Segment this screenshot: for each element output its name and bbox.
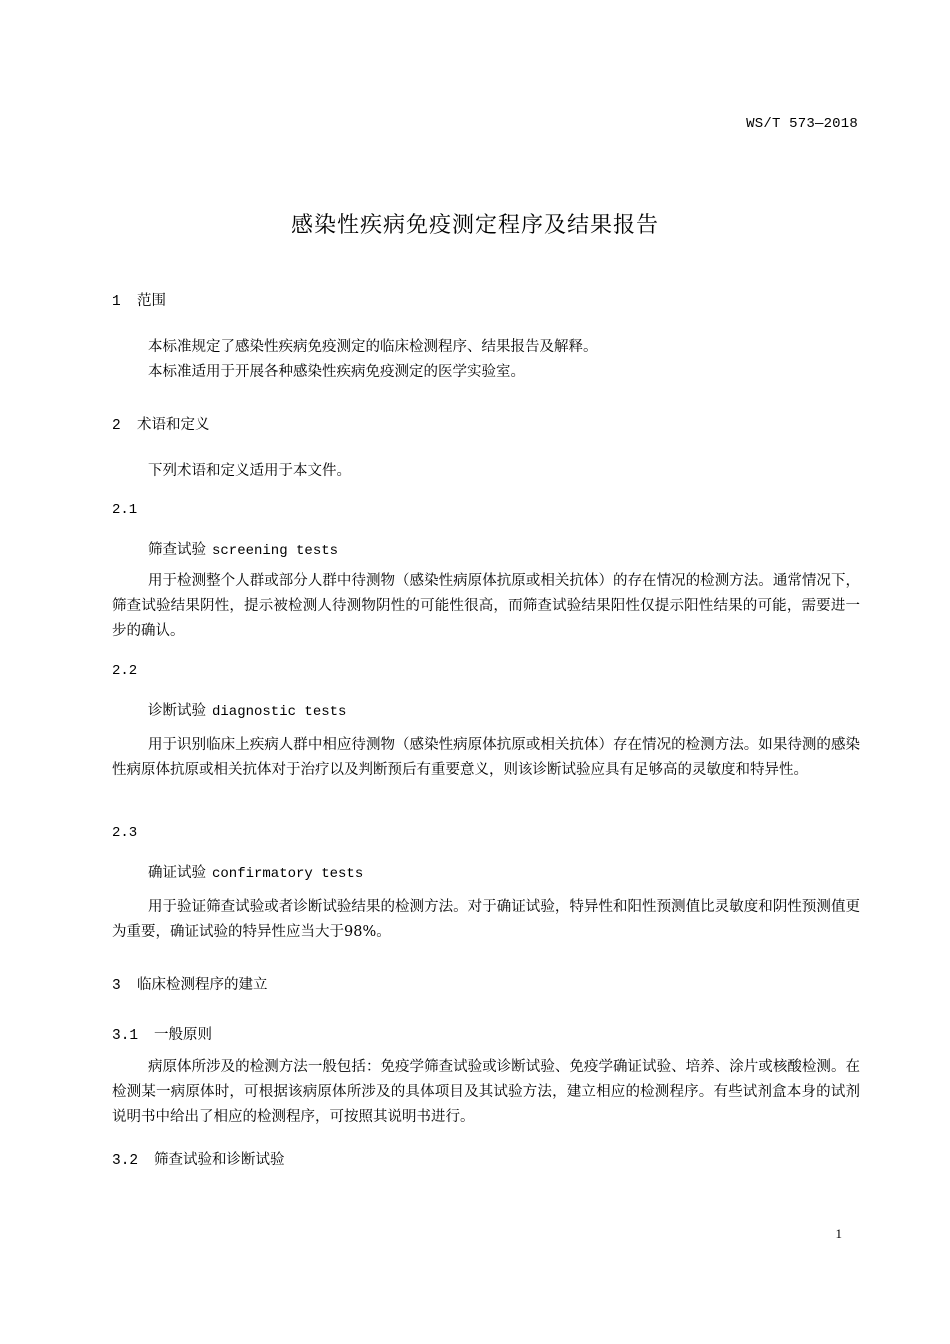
term-name-zh: 筛查试验: [148, 542, 206, 558]
subsection-3-1-title: 一般原则: [154, 1027, 212, 1043]
term-name: [148, 699, 346, 720]
term-name-en: screening tests: [212, 543, 339, 559]
term-definition: 用于识别临床上疾病人群中相应待测物（感染性病原体抗原或相关抗体）存在情况的检测方法。如果待测的感染性病原体抗原或相关抗体对于治疗以及判断预后有重要意义，则该诊断试验应具有足够高的灵敏度和特异性。: [112, 737, 860, 778]
term-name: [148, 538, 338, 559]
section-2-heading: [112, 413, 210, 434]
term-name-en: confirmatory tests: [212, 866, 364, 882]
subsection-3-1-number: 3.1: [112, 1028, 139, 1044]
term-number: 2.3: [112, 825, 138, 841]
term-definition: 用于验证筛查试验或者诊断试验结果的检测方法。对于确证试验，特异性和阳性预测值比灵敏度和阴性预测值更为重要，确证试验的特异性应当大于98%。: [112, 899, 860, 940]
page-number: 1: [835, 1226, 842, 1241]
term-name: [148, 861, 363, 882]
subsection-3-2-heading: [112, 1148, 285, 1169]
section-3-number: 3: [112, 978, 121, 994]
section-1-title: 范围: [137, 293, 166, 309]
section-2-intro: 下列术语和定义适用于本文件。: [148, 463, 351, 479]
section-2-number: 2: [112, 418, 121, 434]
section-1-paragraph-1: 本标准规定了感染性疾病免疫测定的临床检测程序、结果报告及解释。: [148, 339, 598, 355]
term-number: 2.2: [112, 663, 138, 679]
subsection-3-1-paragraph: 病原体所涉及的检测方法一般包括：免疫学筛查试验或诊断试验、免疫学确证试验、培养、涂片或核酸检测。在检测某一病原体时，可根据该病原体所涉及的具体项目及其试验方法，建立相应的检测程序。有些试剂盒本身的试剂说明书中给出了相应的检测程序，可按照其说明书进行。: [112, 1059, 860, 1125]
section-2-title: 术语和定义: [137, 417, 210, 433]
term-number: 2.1: [112, 502, 138, 518]
term-name-en: diagnostic tests: [212, 704, 347, 720]
term-definition: 用于检测整个人群或部分人群中待测物（感染性病原体抗原或相关抗体）的存在情况的检测方法。通常情况下，筛查试验结果阴性，提示被检测人待测物阴性的可能性很高，而筛查试验结果阳性仅提示阳性结果的可能，需要进一步的确认。: [112, 573, 860, 639]
term-name-zh: 确证试验: [148, 865, 206, 881]
subsection-3-1-heading: [112, 1023, 212, 1044]
subsection-3-2-title: 筛查试验和诊断试验: [154, 1152, 285, 1168]
term-name-zh: 诊断试验: [148, 703, 206, 719]
section-3-heading: [112, 973, 268, 994]
document-title: 感染性疾病免疫测定程序及结果报告: [290, 213, 659, 238]
section-3-title: 临床检测程序的建立: [137, 977, 268, 993]
section-1-number: 1: [112, 294, 121, 310]
standard-code: WS/T 573—2018: [746, 116, 858, 132]
subsection-3-2-number: 3.2: [112, 1153, 139, 1169]
section-1-heading: [112, 289, 166, 310]
section-1-paragraph-2: 本标准适用于开展各种感染性疾病免疫测定的医学实验室。: [148, 364, 525, 380]
